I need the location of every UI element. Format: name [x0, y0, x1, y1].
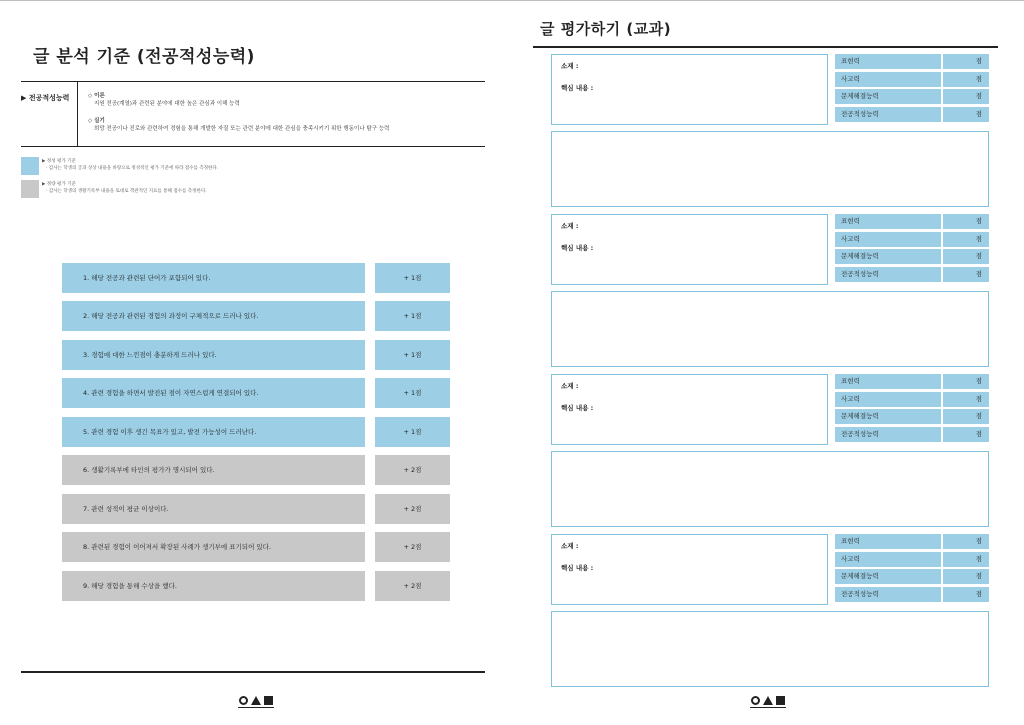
legend-swatch-gray — [21, 180, 39, 198]
score-grid — [835, 214, 989, 284]
legend-title: ▶ 정성 평가 기준 — [42, 159, 76, 164]
legend-text — [42, 181, 207, 195]
page-title: 글 평가하기 (교과) — [540, 20, 672, 38]
item-points: + 2점 — [375, 455, 450, 485]
info-box[interactable] — [551, 54, 828, 125]
score-input[interactable]: 점 — [943, 374, 989, 389]
score-row-expression — [835, 534, 989, 549]
criteria-item-6 — [62, 455, 450, 485]
score-input[interactable]: 점 — [943, 249, 989, 264]
legend-desc: · 감사는 학생의 생활기록부 내용을 토대로 객관적인 지표를 통해 점수를 측정한다. — [46, 189, 207, 194]
item-points: + 1점 — [375, 417, 450, 447]
item-label: 2. 해당 전공과 관련된 경험의 과정이 구체적으로 드러나 있다. — [62, 301, 365, 331]
item-label: 4. 관련 경험을 하면서 발전된 점이 자연스럽게 연결되어 있다. — [62, 378, 365, 408]
score-row-major-aptitude — [835, 427, 989, 442]
score-row-thinking — [835, 72, 989, 87]
score-label: 전공적성능력 — [835, 107, 941, 122]
triangle-icon — [251, 696, 261, 705]
item-label: 7. 관련 성적이 평균 이상이다. — [62, 494, 365, 524]
item-points: + 2점 — [375, 571, 450, 601]
score-grid — [835, 374, 989, 444]
writing-area[interactable] — [551, 291, 989, 367]
material-label: 소재 : — [561, 542, 579, 550]
info-box[interactable] — [551, 374, 828, 445]
score-row-problem-solving — [835, 249, 989, 264]
square-icon — [776, 696, 785, 705]
criteria-divider — [77, 82, 78, 146]
score-row-problem-solving — [835, 409, 989, 424]
circle-icon — [239, 696, 248, 705]
theory-description: 지원 전공(계열)과 관련된 분야에 대한 높은 관심과 이해 능력 — [94, 101, 240, 107]
square-icon — [264, 696, 273, 705]
score-input[interactable]: 점 — [943, 392, 989, 407]
score-label: 표현력 — [835, 54, 941, 69]
item-label: 3. 경험에 대한 느낀점이 충분하게 드러나 있다. — [62, 340, 365, 370]
criteria-item-4 — [62, 378, 450, 408]
writing-area[interactable] — [551, 611, 989, 687]
writing-area[interactable] — [551, 451, 989, 527]
criteria-item-7 — [62, 494, 450, 524]
info-box[interactable] — [551, 214, 828, 285]
score-input[interactable]: 점 — [943, 54, 989, 69]
score-label: 문제해결능력 — [835, 569, 941, 584]
score-grid — [835, 54, 989, 124]
criteria-item-5 — [62, 417, 450, 447]
score-row-thinking — [835, 552, 989, 567]
legend-qualitative — [21, 157, 441, 175]
title-divider — [533, 46, 998, 48]
criteria-table — [21, 81, 485, 147]
score-input[interactable]: 점 — [943, 427, 989, 442]
evaluation-block-3 — [551, 374, 989, 527]
core-content-label: 핵심 내용 : — [561, 84, 594, 92]
evaluation-block-4 — [551, 534, 989, 687]
score-input[interactable]: 점 — [943, 569, 989, 584]
criteria-heading: ▶ 전공적성능력 — [21, 94, 70, 102]
material-label: 소재 : — [561, 382, 579, 390]
info-box[interactable] — [551, 534, 828, 605]
score-label: 사고력 — [835, 232, 941, 247]
score-label: 문제해결능력 — [835, 89, 941, 104]
circle-icon — [751, 696, 760, 705]
score-label: 표현력 — [835, 534, 941, 549]
score-row-major-aptitude — [835, 267, 989, 282]
score-row-expression — [835, 214, 989, 229]
criteria-practice — [88, 117, 478, 133]
writing-area[interactable] — [551, 131, 989, 207]
item-label: 1. 해당 전공과 관련된 단어가 포함되어 있다. — [62, 263, 365, 293]
score-label: 사고력 — [835, 552, 941, 567]
item-label: 8. 관련된 경험이 이어져서 확장된 사례가 생기부에 표기되어 있다. — [62, 532, 365, 562]
score-label: 사고력 — [835, 72, 941, 87]
score-row-expression — [835, 54, 989, 69]
criteria-item-9 — [62, 571, 450, 601]
item-points: + 1점 — [375, 263, 450, 293]
score-label: 표현력 — [835, 214, 941, 229]
core-content-label: 핵심 내용 : — [561, 244, 594, 252]
score-row-major-aptitude — [835, 107, 989, 122]
criteria-item-2 — [62, 301, 450, 331]
item-points: + 2점 — [375, 532, 450, 562]
criteria-item-1 — [62, 263, 450, 293]
logo-underline — [238, 707, 274, 708]
footer-logo — [238, 694, 274, 708]
score-input[interactable]: 점 — [943, 232, 989, 247]
score-input[interactable]: 점 — [943, 214, 989, 229]
item-points: + 1점 — [375, 340, 450, 370]
material-label: 소재 : — [561, 222, 579, 230]
score-label: 문제해결능력 — [835, 409, 941, 424]
score-input[interactable]: 점 — [943, 552, 989, 567]
evaluation-block-2 — [551, 214, 989, 367]
score-label: 사고력 — [835, 392, 941, 407]
score-grid — [835, 534, 989, 604]
item-points: + 2점 — [375, 494, 450, 524]
theory-title: ◇ 이론 — [88, 93, 105, 99]
core-content-label: 핵심 내용 : — [561, 564, 594, 572]
score-input[interactable]: 점 — [943, 534, 989, 549]
score-row-major-aptitude — [835, 587, 989, 602]
score-row-thinking — [835, 232, 989, 247]
score-label: 전공적성능력 — [835, 587, 941, 602]
top-divider — [0, 0, 1024, 1]
criteria-item-8 — [62, 532, 450, 562]
score-input[interactable]: 점 — [943, 267, 989, 282]
core-content-label: 핵심 내용 : — [561, 404, 594, 412]
legend-title: ▶ 정량 평가 기준 — [42, 182, 76, 187]
item-label: 6. 생활기록부에 타인의 평가가 명시되어 있다. — [62, 455, 365, 485]
practice-description: 희망 전공이나 진로와 관련하여 경험을 통해 개발한 자질 또는 관련 분야에 대한 관심을 충족시키기 위한 행동이나 탐구 능력 — [94, 126, 390, 132]
score-row-expression — [835, 374, 989, 389]
score-input[interactable]: 점 — [943, 72, 989, 87]
score-label: 문제해결능력 — [835, 249, 941, 264]
criteria-item-3 — [62, 340, 450, 370]
score-row-problem-solving — [835, 89, 989, 104]
bottom-divider — [21, 671, 485, 673]
item-label: 9. 해당 경험을 통해 수상을 했다. — [62, 571, 365, 601]
criteria-body — [88, 92, 478, 142]
score-row-thinking — [835, 392, 989, 407]
item-points: + 1점 — [375, 378, 450, 408]
practice-title: ◇ 실기 — [88, 118, 105, 124]
score-row-problem-solving — [835, 569, 989, 584]
score-input[interactable]: 점 — [943, 89, 989, 104]
evaluation-block-1 — [551, 54, 989, 207]
legend-text — [42, 158, 218, 172]
triangle-icon — [763, 696, 773, 705]
item-points: + 1점 — [375, 301, 450, 331]
material-label: 소재 : — [561, 62, 579, 70]
legend-swatch-blue — [21, 157, 39, 175]
legend-desc: · 감사는 학생의 글과 상상 내용을 바탕으로 정성적인 평가 기준에 따라 점수를 측정한다. — [46, 166, 219, 171]
footer-logo — [750, 694, 786, 708]
logo-underline — [750, 707, 786, 708]
legend-quantitative — [21, 180, 441, 198]
score-input[interactable]: 점 — [943, 409, 989, 424]
score-label: 표현력 — [835, 374, 941, 389]
score-label: 전공적성능력 — [835, 267, 941, 282]
score-input[interactable]: 점 — [943, 107, 989, 122]
page-title: 글 분석 기준 (전공적성능력) — [33, 47, 255, 67]
item-label: 5. 관련 경험 이후 생긴 목표가 있고, 발전 가능성이 드러난다. — [62, 417, 365, 447]
score-label: 전공적성능력 — [835, 427, 941, 442]
score-input[interactable]: 점 — [943, 587, 989, 602]
criteria-theory — [88, 92, 478, 108]
